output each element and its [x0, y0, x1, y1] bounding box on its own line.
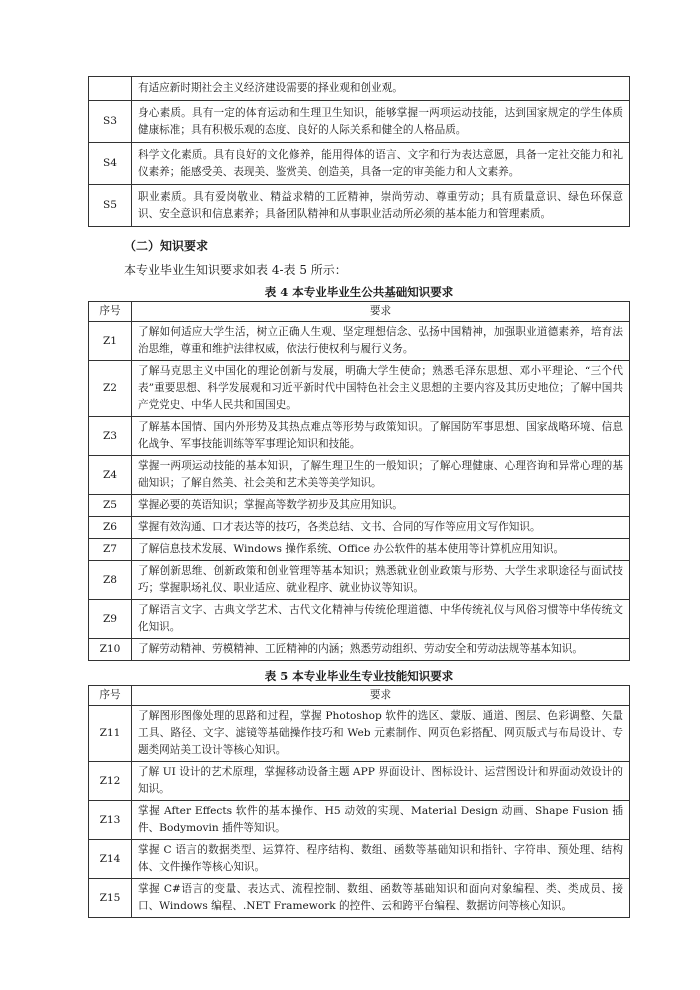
row-number	[89, 77, 132, 101]
section-title: （二）知识要求	[124, 239, 209, 253]
row-text: 掌握必要的英语知识；掌握高等数学初步及其应用知识。	[132, 495, 630, 517]
row-number: S3	[89, 101, 132, 143]
row-text: 掌握有效沟通、口才表达等的技巧，各类总结、文书、合同的写作等应用文写作知识。	[132, 517, 630, 539]
column-header-requirement: 要求	[132, 302, 630, 322]
row-text: 掌握 C#语言的变量、表达式、流程控制、数组、函数等基础知识和面向对象编程、类、类成员、接口、Windows 编程、.NET Framework 的控件、云和跨平台编程、数据访问等核心知识。	[132, 879, 630, 918]
row-text: 了解图形图像处理的思路和过程，掌握 Photoshop 软件的选区、蒙版、通道、图层、色彩调整、矢量工具、路径、文字、滤镜等基础操作技巧和 Web 元素制作、网页色彩搭配、网页版式与布局设计、专题类网站美工设计等核心知识。	[132, 706, 630, 762]
row-text: 职业素质。具有爱岗敬业、精益求精的工匠精神，崇尚劳动、尊重劳动；具有质量意识、绿色环保意识、安全意识和信息素养；具备团队精神和从事职业活动所必须的基本能力和管理素质。	[132, 185, 630, 227]
table-row	[89, 322, 630, 361]
table-header-row	[89, 686, 630, 706]
row-number: Z4	[89, 456, 132, 495]
row-number: Z15	[89, 879, 132, 918]
row-text: 了解马克思主义中国化的理论创新与发展，明确大学生使命；熟悉毛泽东思想、邓小平理论、“三个代表”重要思想、科学发展观和习近平新时代中国特色社会主义思想的主要内容及其历史地位；了解中国共产党党史、中华人民共和国国史。	[132, 361, 630, 417]
table-row	[89, 561, 630, 600]
row-number: Z7	[89, 539, 132, 561]
intro-paragraph: 本专业毕业生知识要求如表 4-表 5 所示：	[124, 263, 347, 277]
row-number: Z3	[89, 417, 132, 456]
table-row	[89, 185, 630, 227]
row-text: 了解劳动精神、劳模精神、工匠精神的内涵；熟悉劳动组织、劳动安全和劳动法规等基本知识。	[132, 639, 630, 661]
row-number: Z5	[89, 495, 132, 517]
row-text: 身心素质。具有一定的体育运动和生理卫生知识，能够掌握一两项运动技能，达到国家规定的学生体质健康标准；具有积极乐观的态度、良好的人际关系和健全的人格品质。	[132, 101, 630, 143]
row-text: 有适应新时期社会主义经济建设需要的择业观和创业观。	[132, 77, 630, 101]
table-row	[89, 101, 630, 143]
row-text: 了解如何适应大学生活，树立正确人生观、坚定理想信念、弘扬中国精神，加强职业道德素养，培育法治思维，尊重和维护法律权威，依法行使权利与履行义务。	[132, 322, 630, 361]
table-row	[89, 639, 630, 661]
row-text: 了解创新思维、创新政策和创业管理等基本知识；熟悉就业创业政策与形势、大学生求职途径与面试技巧；掌握职场礼仪、职业适应、就业程序、就业协议等知识。	[132, 561, 630, 600]
table-row	[89, 600, 630, 639]
table-row	[89, 801, 630, 840]
table-row	[89, 77, 630, 101]
table-row	[89, 143, 630, 185]
column-header-number: 序号	[89, 686, 132, 706]
table-row	[89, 840, 630, 879]
table-row	[89, 539, 630, 561]
table-row	[89, 706, 630, 762]
column-header-requirement: 要求	[132, 686, 630, 706]
table-row	[89, 456, 630, 495]
row-text: 掌握一两项运动技能的基本知识，了解生理卫生的一般知识；了解心理健康、心理咨询和异常心理的基础知识；了解自然美、社会美和艺术美等美学知识。	[132, 456, 630, 495]
row-text: 了解信息技术发展、Windows 操作系统、Office 办公软件的基本使用等计算机应用知识。	[132, 539, 630, 561]
row-text: 科学文化素质。具有良好的文化修养，能用得体的语言、文字和行为表达意愿，具备一定社交能力和礼仪素养；能感受美、表现美、鉴赏美、创造美，具备一定的审美能力和人文素养。	[132, 143, 630, 185]
table5-caption: 表 5 本专业毕业生专业技能知识要求	[264, 669, 454, 683]
table-row	[89, 495, 630, 517]
row-number: Z8	[89, 561, 132, 600]
row-number: S5	[89, 185, 132, 227]
table-row	[89, 879, 630, 918]
row-text: 掌握 C 语言的数据类型、运算符、程序结构、数组、函数等基础知识和指针、字符串、预处理、结构体、文件操作等核心知识。	[132, 840, 630, 879]
table-row	[89, 417, 630, 456]
row-number: Z6	[89, 517, 132, 539]
row-number: S4	[89, 143, 132, 185]
table-row	[89, 517, 630, 539]
column-header-number: 序号	[89, 302, 132, 322]
document-page	[88, 76, 630, 918]
row-number: Z13	[89, 801, 132, 840]
public-knowledge-table	[88, 301, 630, 661]
row-number: Z9	[89, 600, 132, 639]
quality-requirements-table	[88, 76, 630, 227]
row-number: Z12	[89, 762, 132, 801]
table-row	[89, 762, 630, 801]
row-text: 掌握 After Effects 软件的基本操作、H5 动效的实现、Material Design 动画、Shape Fusion 插件、Bodymovin 插件等知识。	[132, 801, 630, 840]
row-number: Z11	[89, 706, 132, 762]
row-number: Z10	[89, 639, 132, 661]
row-number: Z14	[89, 840, 132, 879]
table-header-row	[89, 302, 630, 322]
row-text: 了解 UI 设计的艺术原理，掌握移动设备主题 APP 界面设计、图标设计、运营图设计和界面动效设计的知识。	[132, 762, 630, 801]
row-number: Z1	[89, 322, 132, 361]
table-row	[89, 361, 630, 417]
row-text: 了解基本国情、国内外形势及其热点难点等形势与政策知识。了解国防军事思想、国家战略环境、信息化战争、军事技能训练等军事理论知识和技能。	[132, 417, 630, 456]
row-text: 了解语言文字、古典文学艺术、古代文化精神与传统伦理道德、中华传统礼仪与风俗习惯等中华传统文化知识。	[132, 600, 630, 639]
table4-caption: 表 4 本专业毕业生公共基础知识要求	[264, 285, 454, 299]
professional-knowledge-table	[88, 685, 630, 918]
row-number: Z2	[89, 361, 132, 417]
